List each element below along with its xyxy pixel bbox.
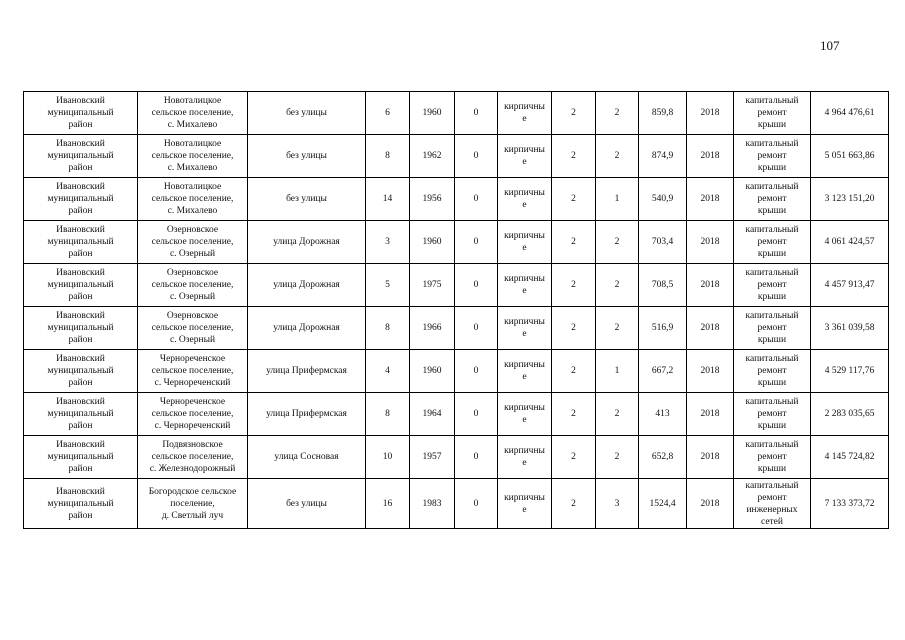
entrances-cell: 2 [596,135,639,178]
street-cell: без улицы [248,479,366,529]
district-cell [24,135,138,178]
year-built-cell: 1964 [410,393,455,436]
wall-material-cell [498,92,552,135]
work-type-cell [734,393,811,436]
house-number-cell: 8 [366,307,410,350]
wall-material-cell [498,178,552,221]
settlement-cell-line: поселение, [170,498,215,509]
street-cell: без улицы [248,92,366,135]
table-row [24,436,889,479]
wall-material-cell [498,221,552,264]
district-cell-line: район [68,249,93,259]
settlement-cell [138,350,248,393]
settlement-cell-line: сельское поселение, [151,452,234,462]
work-type-cell-line: крыши [757,292,787,302]
area-cell: 667,2 [639,350,687,393]
work-type-cell [734,92,811,135]
settlement-cell-line: Подвязновское [162,440,223,450]
work-type-cell-line: ремонт [757,366,787,376]
settlement-cell-line: Озерновское [166,311,219,321]
district-cell-line: район [68,510,93,521]
work-type-cell [734,135,811,178]
street-cell: без улицы [248,135,366,178]
settlement-cell-line: Чернореченское [159,397,226,407]
settlement-cell-line: сельское поселение, [151,151,234,161]
cost-cell: 7 133 373,72 [811,479,889,529]
work-type-cell-line: ремонт [757,151,787,161]
plan-year-cell: 2018 [687,479,734,529]
district-cell-line: район [68,335,93,345]
cost-cell: 4 145 724,82 [811,436,889,479]
table-row [24,135,889,178]
work-type-cell [734,221,811,264]
zero-value-cell: 0 [455,221,498,264]
district-cell-line: муниципальный [47,323,114,333]
wall-material-cell-line: е [522,329,527,339]
street-cell: улица Дорожная [248,221,366,264]
settlement-cell-line: с. Чернореченский [154,378,231,388]
entrances-cell: 2 [596,92,639,135]
plan-year-cell: 2018 [687,178,734,221]
street-cell: улица Сосновая [248,436,366,479]
house-number-cell: 6 [366,92,410,135]
cost-cell: 4 964 476,61 [811,92,889,135]
work-type-cell-line: ремонт [757,194,787,204]
cost-cell: 2 283 035,65 [811,393,889,436]
work-type-cell-line: крыши [757,163,787,173]
wall-material-cell-line: е [522,243,527,253]
entrances-cell: 2 [596,436,639,479]
settlement-cell-line: сельское поселение, [151,237,234,247]
district-cell [24,221,138,264]
settlement-cell-line: Новоталицкое [163,139,222,149]
settlement-cell-line: Озерновское [166,225,219,235]
area-cell: 540,9 [639,178,687,221]
district-cell-line: Ивановский [56,96,105,106]
work-type-cell-line: ремонт [757,108,787,118]
wall-material-cell [498,393,552,436]
settlement-cell-line: Озерновское [166,268,219,278]
house-number-cell: 4 [366,350,410,393]
district-cell-line: муниципальный [47,151,114,161]
table-row [24,350,889,393]
year-built-cell: 1960 [410,92,455,135]
district-cell-line: Ивановский [56,440,105,450]
wall-material-cell-line: е [522,286,527,296]
district-cell-line: Ивановский [56,182,105,192]
work-type-cell-line: капитальный [745,268,799,278]
floors-cell: 2 [552,92,596,135]
settlement-cell-line: Чернореченское [159,354,226,364]
area-cell: 874,9 [639,135,687,178]
settlement-cell-line: сельское поселение, [151,323,234,333]
table-row [24,393,889,436]
district-cell-line: Ивановский [56,139,105,149]
work-type-cell-line: капитальный [745,354,799,364]
district-cell [24,92,138,135]
table-row [24,221,889,264]
area-cell: 516,9 [639,307,687,350]
work-type-cell [734,436,811,479]
house-number-cell: 3 [366,221,410,264]
wall-material-cell-line: кирпичны [504,317,545,327]
wall-material-cell [498,350,552,393]
zero-value-cell: 0 [455,436,498,479]
work-type-cell-line: капитальный [745,440,799,450]
work-type-cell-line: инженерных [746,504,798,515]
floors-cell: 2 [552,221,596,264]
zero-value-cell: 0 [455,307,498,350]
settlement-cell-line: сельское поселение, [151,108,234,118]
district-cell-line: муниципальный [47,194,114,204]
year-built-cell: 1960 [410,221,455,264]
cost-cell: 4 529 117,76 [811,350,889,393]
table-row [24,264,889,307]
work-type-cell-line: крыши [757,378,787,388]
table-row [24,92,889,135]
plan-year-cell: 2018 [687,436,734,479]
house-number-cell: 10 [366,436,410,479]
plan-year-cell: 2018 [687,135,734,178]
district-cell [24,393,138,436]
work-type-cell-line: капитальный [745,139,799,149]
settlement-cell-line: сельское поселение, [151,280,234,290]
wall-material-cell-line: кирпичны [504,274,545,284]
wall-material-cell-line: кирпичны [504,188,545,198]
year-built-cell: 1983 [410,479,455,529]
district-cell [24,479,138,529]
street-cell: улица Прифермская [248,393,366,436]
street-cell: улица Дорожная [248,264,366,307]
district-cell [24,178,138,221]
settlement-cell-line: Новоталицкое [163,96,222,106]
area-cell: 413 [639,393,687,436]
area-cell: 703,4 [639,221,687,264]
wall-material-cell-line: кирпичны [504,403,545,413]
wall-material-cell-line: кирпичны [504,102,545,112]
area-cell: 859,8 [639,92,687,135]
year-built-cell: 1960 [410,350,455,393]
entrances-cell: 1 [596,178,639,221]
work-type-cell-line: ремонт [757,323,787,333]
wall-material-cell-line: е [522,415,527,425]
work-type-cell-line: крыши [757,421,787,431]
house-number-cell: 5 [366,264,410,307]
wall-material-cell-line: кирпичны [504,145,545,155]
floors-cell: 2 [552,436,596,479]
work-type-cell-line: ремонт [757,280,787,290]
street-cell: без улицы [248,178,366,221]
district-cell-line: муниципальный [47,452,114,462]
cost-cell: 3 361 039,58 [811,307,889,350]
entrances-cell: 2 [596,221,639,264]
work-type-cell [734,479,811,529]
floors-cell: 2 [552,178,596,221]
work-type-cell-line: капитальный [745,397,799,407]
work-type-cell-line: капитальный [745,96,799,106]
plan-year-cell: 2018 [687,221,734,264]
cost-cell: 5 051 663,86 [811,135,889,178]
floors-cell: 2 [552,264,596,307]
work-type-cell-line: крыши [757,335,787,345]
settlement-cell [138,307,248,350]
work-type-cell [734,350,811,393]
district-cell [24,350,138,393]
wall-material-cell-line: е [522,114,527,124]
district-cell-line: муниципальный [47,366,114,376]
district-cell-line: Ивановский [56,311,105,321]
year-built-cell: 1962 [410,135,455,178]
settlement-cell-line: с. Озерный [169,292,216,302]
settlement-cell [138,221,248,264]
entrances-cell: 2 [596,393,639,436]
zero-value-cell: 0 [455,92,498,135]
settlement-cell-line: сельское поселение, [151,409,234,419]
wall-material-cell-line: кирпичны [504,231,545,241]
cost-cell: 3 123 151,20 [811,178,889,221]
district-cell-line: муниципальный [47,498,114,509]
floors-cell: 2 [552,479,596,529]
zero-value-cell: 0 [455,393,498,436]
work-type-cell-line: капитальный [745,311,799,321]
settlement-cell-line: Богородское сельское [148,486,237,497]
plan-year-cell: 2018 [687,350,734,393]
zero-value-cell: 0 [455,178,498,221]
work-type-cell-line: капитальный [745,225,799,235]
settlement-cell-line: с. Железнодорожный [149,464,236,474]
settlement-cell-line: с. Озерный [169,335,216,345]
district-cell-line: Ивановский [56,225,105,235]
wall-material-cell-line: е [522,200,527,210]
cost-cell: 4 457 913,47 [811,264,889,307]
floors-cell: 2 [552,135,596,178]
entrances-cell: 3 [596,479,639,529]
settlement-cell-line: с. Чернореченский [154,421,231,431]
zero-value-cell: 0 [455,479,498,529]
year-built-cell: 1975 [410,264,455,307]
district-cell [24,307,138,350]
wall-material-cell [498,479,552,529]
work-type-cell [734,307,811,350]
wall-material-cell-line: кирпичны [504,446,545,456]
settlement-cell-line: д. Светлый луч [161,510,224,521]
district-cell-line: муниципальный [47,409,114,419]
year-built-cell: 1957 [410,436,455,479]
work-type-cell-line: крыши [757,464,787,474]
district-cell-line: муниципальный [47,108,114,118]
plan-year-cell: 2018 [687,307,734,350]
street-cell: улица Дорожная [248,307,366,350]
table-row [24,178,889,221]
district-cell-line: район [68,163,93,173]
district-cell-line: район [68,464,93,474]
district-cell-line: район [68,120,93,130]
district-cell-line: район [68,206,93,216]
settlement-cell-line: с. Михалево [167,120,218,130]
house-number-cell: 8 [366,135,410,178]
work-type-cell [734,264,811,307]
settlement-cell [138,264,248,307]
table-row [24,479,889,529]
wall-material-cell-line: е [522,458,527,468]
table-row [24,307,889,350]
housing-repair-table [23,91,889,529]
entrances-cell: 2 [596,264,639,307]
zero-value-cell: 0 [455,350,498,393]
wall-material-cell [498,135,552,178]
wall-material-cell-line: кирпичны [504,360,545,370]
work-type-cell-line: капитальный [745,480,799,491]
settlement-cell-line: сельское поселение, [151,194,234,204]
wall-material-cell [498,307,552,350]
floors-cell: 2 [552,307,596,350]
work-type-cell-line: ремонт [757,409,787,419]
district-cell-line: Ивановский [56,486,105,497]
settlement-cell-line: с. Озерный [169,249,216,259]
floors-cell: 2 [552,350,596,393]
work-type-cell-line: капитальный [745,182,799,192]
work-type-cell-line: ремонт [757,492,787,503]
district-cell-line: Ивановский [56,268,105,278]
area-cell: 652,8 [639,436,687,479]
wall-material-cell [498,264,552,307]
work-type-cell-line: сетей [760,516,783,527]
cost-cell: 4 061 424,57 [811,221,889,264]
work-type-cell-line: крыши [757,249,787,259]
district-cell-line: Ивановский [56,354,105,364]
wall-material-cell-line: е [522,372,527,382]
work-type-cell-line: ремонт [757,452,787,462]
work-type-cell-line: крыши [757,120,787,130]
work-type-cell-line: ремонт [757,237,787,247]
work-type-cell [734,178,811,221]
wall-material-cell-line: е [522,504,527,515]
work-type-cell-line: крыши [757,206,787,216]
plan-year-cell: 2018 [687,393,734,436]
settlement-cell-line: Новоталицкое [163,182,222,192]
area-cell: 1524,4 [639,479,687,529]
district-cell [24,436,138,479]
wall-material-cell-line: кирпичны [504,492,545,503]
district-cell-line: район [68,421,93,431]
plan-year-cell: 2018 [687,264,734,307]
wall-material-cell-line: е [522,157,527,167]
settlement-cell [138,436,248,479]
year-built-cell: 1956 [410,178,455,221]
entrances-cell: 2 [596,307,639,350]
wall-material-cell [498,436,552,479]
settlement-cell [138,479,248,529]
settlement-cell-line: с. Михалево [167,206,218,216]
house-number-cell: 8 [366,393,410,436]
street-cell: улица Прифермская [248,350,366,393]
settlement-cell-line: сельское поселение, [151,366,234,376]
page-number: 107 [820,38,840,53]
settlement-cell [138,393,248,436]
district-cell-line: Ивановский [56,397,105,407]
area-cell: 708,5 [639,264,687,307]
year-built-cell: 1966 [410,307,455,350]
settlement-cell-line: с. Михалево [167,163,218,173]
settlement-cell [138,92,248,135]
district-cell-line: муниципальный [47,280,114,290]
plan-year-cell: 2018 [687,92,734,135]
settlement-cell [138,135,248,178]
floors-cell: 2 [552,393,596,436]
entrances-cell: 1 [596,350,639,393]
house-number-cell: 14 [366,178,410,221]
district-cell [24,264,138,307]
house-number-cell: 16 [366,479,410,529]
zero-value-cell: 0 [455,135,498,178]
zero-value-cell: 0 [455,264,498,307]
district-cell-line: муниципальный [47,237,114,247]
district-cell-line: район [68,378,93,388]
district-cell-line: район [68,292,93,302]
settlement-cell [138,178,248,221]
